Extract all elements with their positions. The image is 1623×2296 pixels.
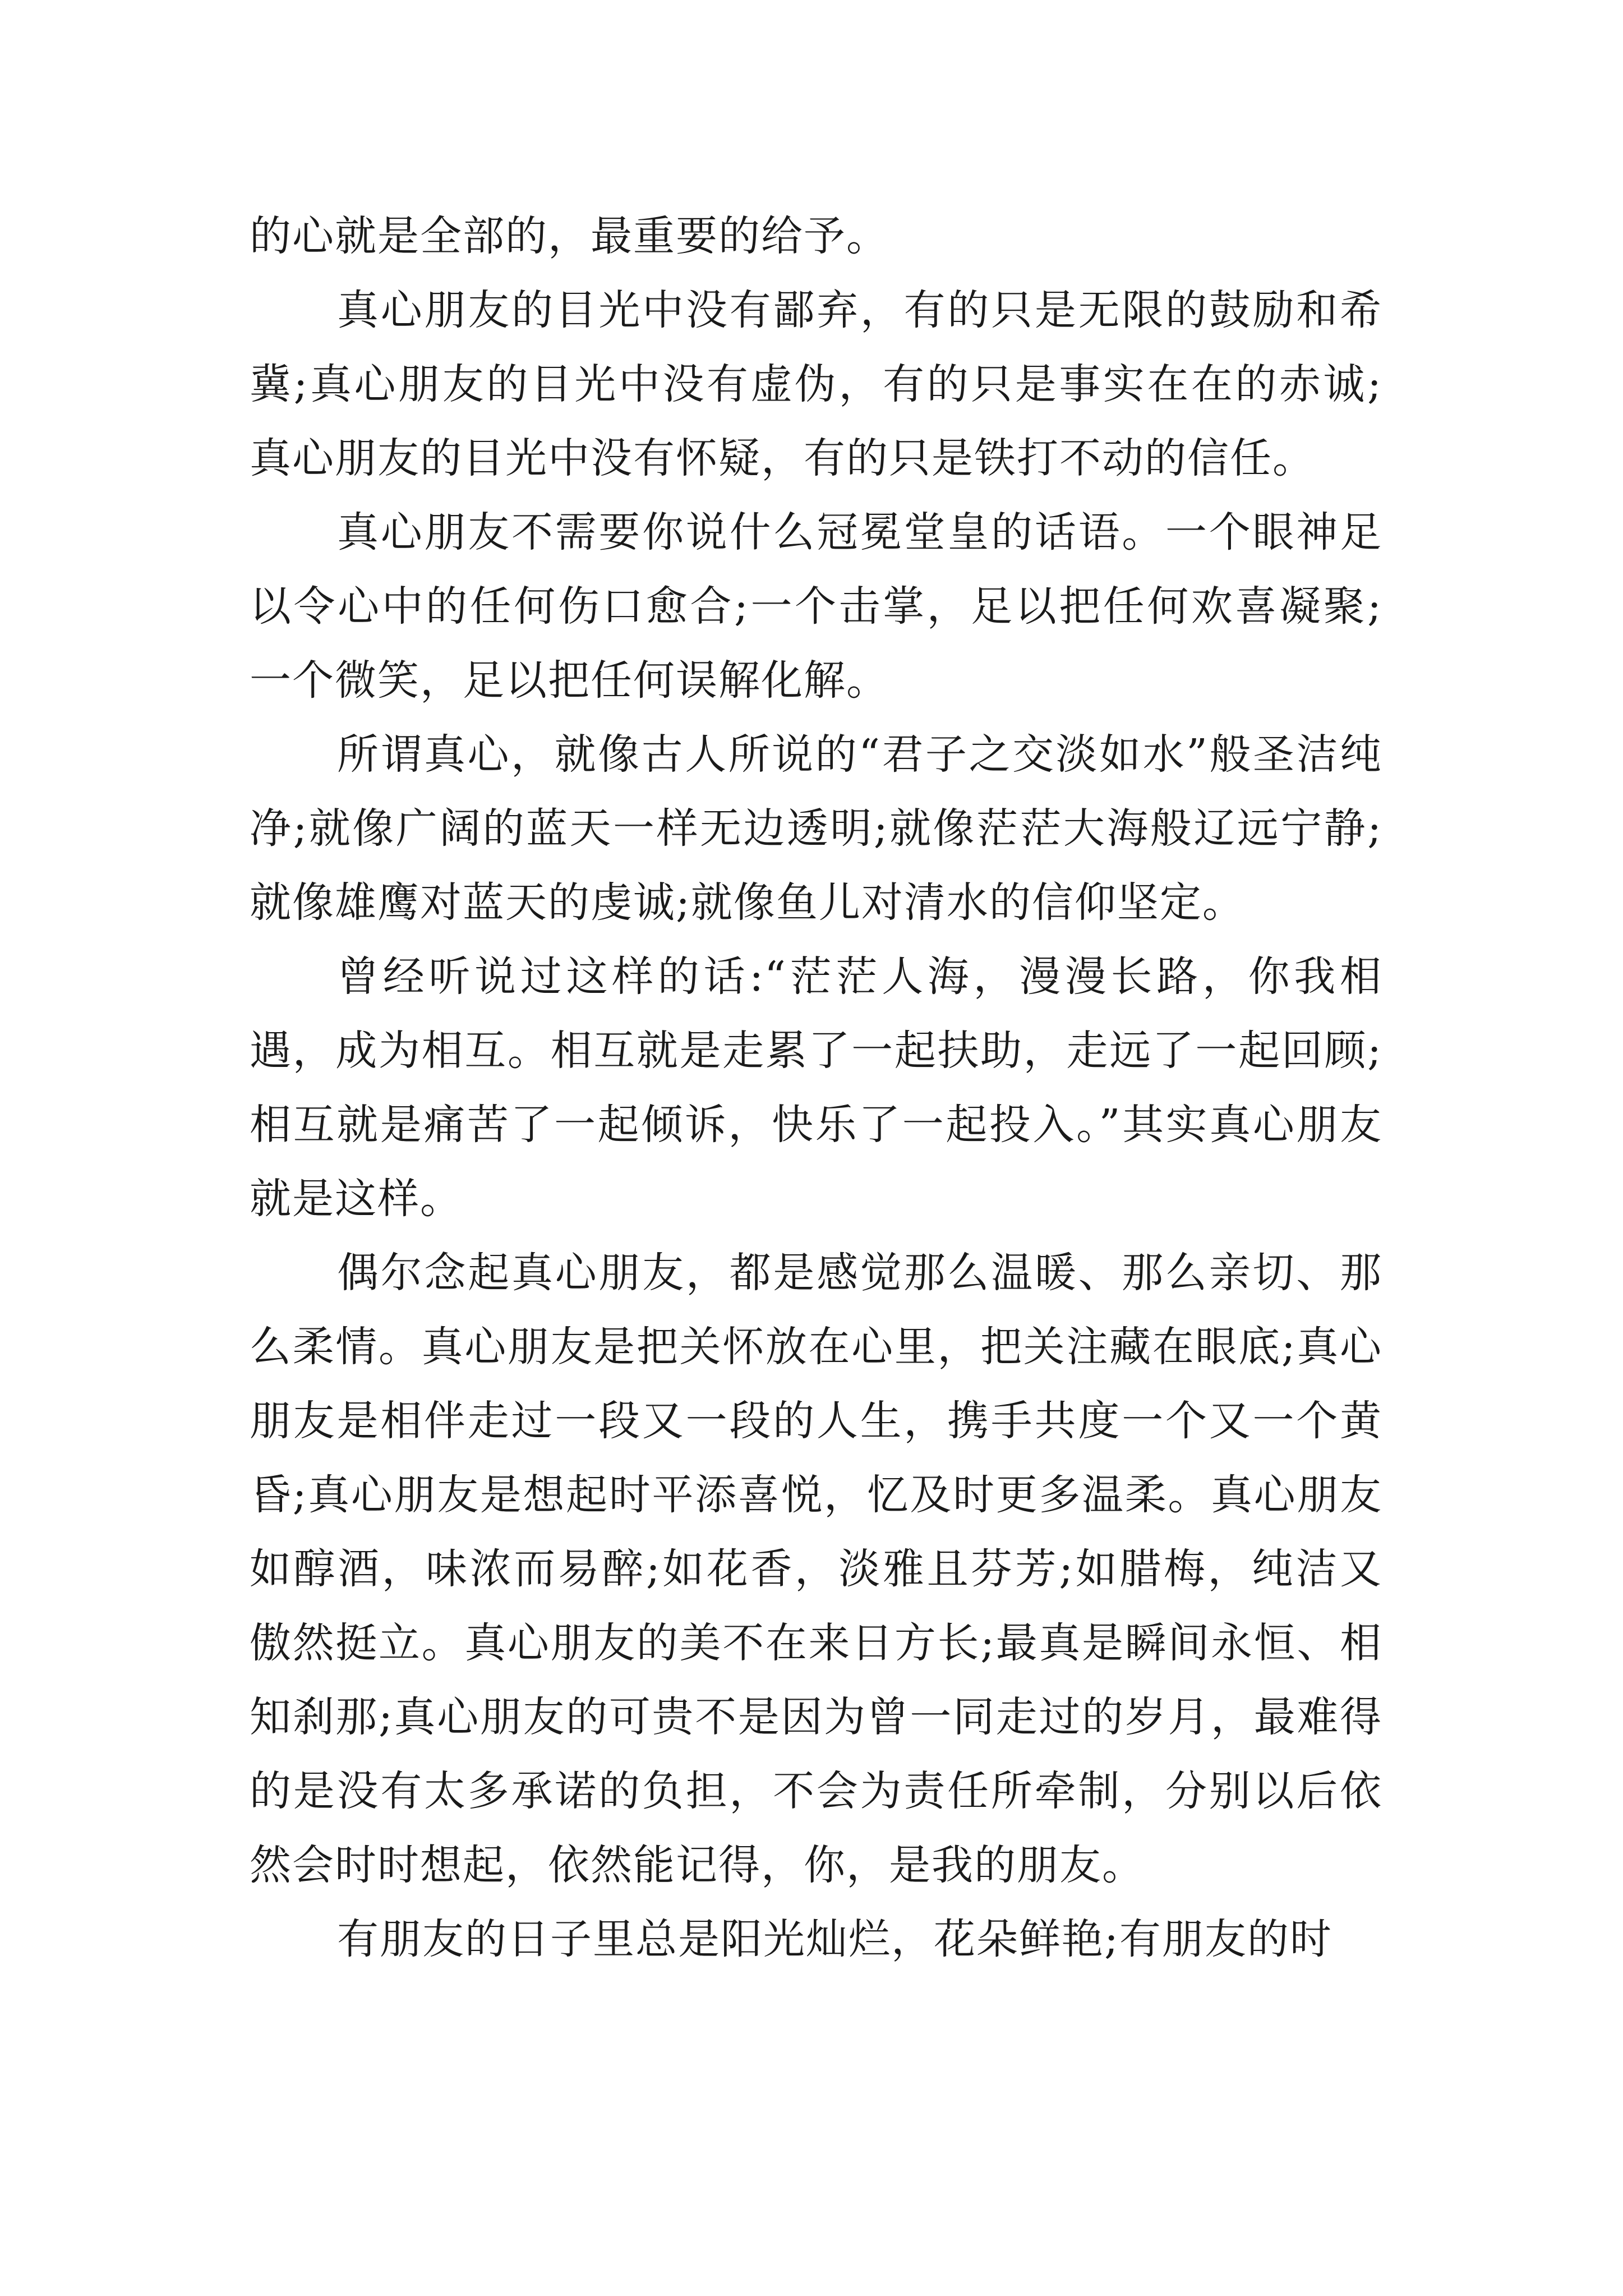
paragraph-2: 真心朋友的目光中没有鄙弃，有的只是无限的鼓励和希冀;真心朋友的目光中没有虚伪，有的只是事实在在的赤诚;真心朋友的目光中没有怀疑，有的只是铁打不动的信任。 — [250, 286, 1382, 482]
paragraph-1: 的心就是全部的，最重要的给予。 — [250, 212, 889, 260]
paragraph-7: 有朋友的日子里总是阳光灿烂，花朵鲜艳;有朋友的时 — [337, 1915, 1332, 1963]
paragraph-6: 偶尔念起真心朋友，都是感觉那么温暖、那么亲切、那么柔情。真心朋友是把关怀放在心里，把关注藏在眼底;真心朋友是相伴走过一段又一段的人生，携手共度一个又一个黄昏;真心朋友是想起时平添喜悦，忆及时更多温柔。真心朋友如醇酒，味浓而易醉;如花香，淡雅且芬芳;如腊梅，纯洁又傲然挺立。真心朋友的美不在来日方长;最真是瞬间永恒、相知刹那;真心朋友的可贵不是因为曾一同走过的岁月，最难得的是没有太多承诺的负担，不会为责任所牵制，分别以后依然会时时想起，依然能记得，你，是我的朋友。 — [250, 1249, 1382, 1889]
paragraph-3: 真心朋友不需要你说什么冠冕堂皇的话语。一个眼神足以令心中的任何伤口愈合;一个击掌，足以把任何欢喜凝聚;一个微笑，足以把任何误解化解。 — [250, 508, 1382, 705]
paragraph-4: 所谓真心，就像古人所说的“君子之交淡如水”般圣洁纯净;就像广阔的蓝天一样无边透明;就像茫茫大海般辽远宁静;就像雄鹰对蓝天的虔诚;就像鱼儿对清水的信仰坚定。 — [250, 730, 1382, 927]
document-body — [250, 199, 1382, 1976]
paragraph-5: 曾经听说过这样的话:“茫茫人海，漫漫长路，你我相遇，成为相互。相互就是走累了一起扶助，走远了一起回顾;相互就是痛苦了一起倾诉，快乐了一起投入。”其实真心朋友就是这样。 — [250, 953, 1382, 1223]
